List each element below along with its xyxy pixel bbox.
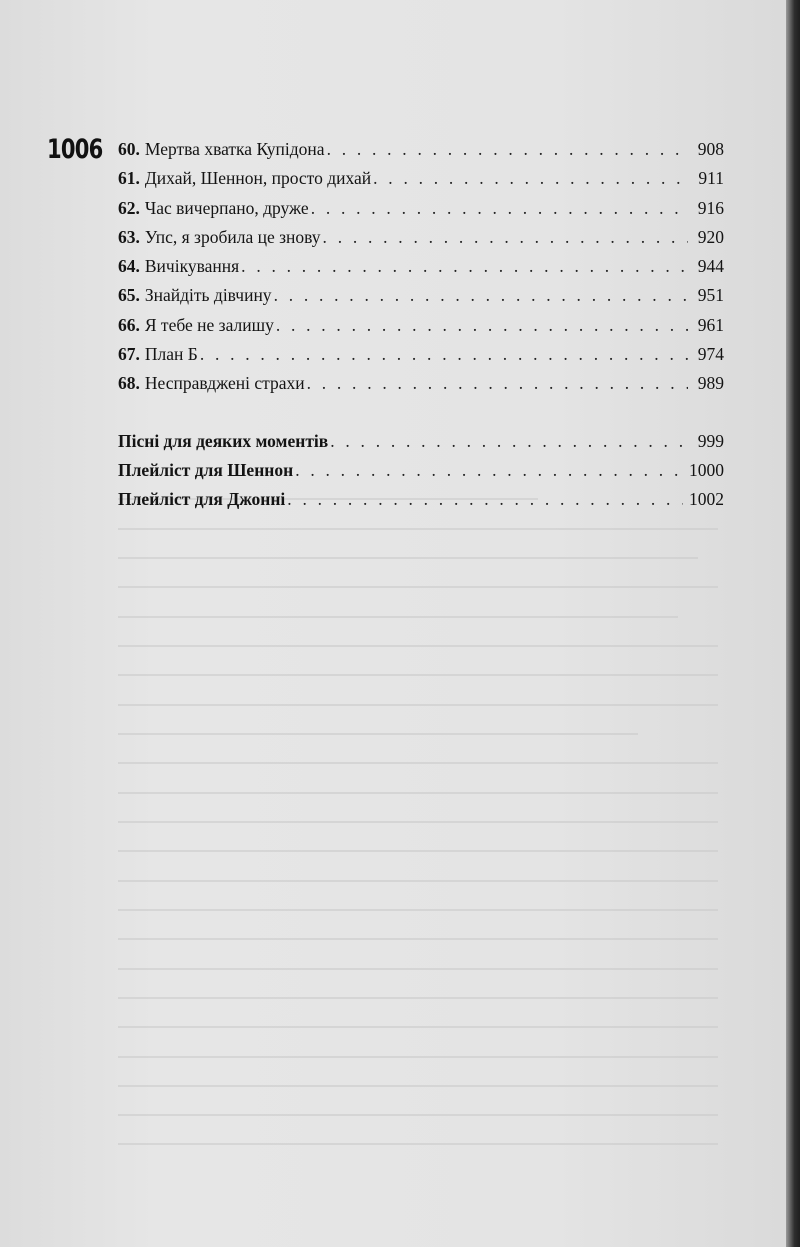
chapter-title: Я тебе не залишу [144,314,274,335]
toc-entry-60 [118,135,724,164]
toc-entry-67 [118,340,724,369]
chapter-number: 64. [118,256,140,277]
chapter-title: Дихай, Шеннон, просто дихай [144,168,372,189]
page-ref: 944 [697,256,724,277]
bleed-through-line [118,1114,718,1116]
bleed-through-line [118,557,698,559]
dot-leader [274,281,688,310]
toc-entry-68 [118,369,724,398]
page-ref: 1000 [689,459,724,480]
chapter-title: Час вичерпано, друже [144,197,309,218]
bleed-through-line [118,909,718,911]
bleed-through-line [118,616,678,618]
dot-leader [373,164,688,193]
dot-leader [330,427,688,456]
bleed-through-line [118,645,718,647]
bleed-through-line [118,850,718,852]
page-ref: 989 [697,373,724,394]
chapter-number: 63. [118,226,140,247]
dot-leader [307,369,688,398]
section-title: Пісні для деяких моментів [118,430,329,451]
bleed-through-line [118,1026,718,1028]
dot-leader [327,135,688,164]
bleed-through-line [118,1085,718,1087]
bleed-through-line [118,762,718,764]
bleed-through-line [118,880,718,882]
chapter-title: План Б [144,344,198,365]
chapter-number: 67. [118,344,140,365]
page-edge-shadow [786,0,800,1247]
bleed-through-line [118,997,718,999]
chapter-title: Вичікування [144,256,240,277]
chapter-title: Знайдіть дівчину [144,285,272,306]
bleed-through-line [118,674,718,676]
page-ref: 961 [697,314,724,335]
dot-leader [276,311,688,340]
bleed-through-line [118,1056,718,1058]
bleed-through-line [118,1143,718,1145]
page-ref: 999 [697,430,724,451]
page-ref: 1002 [689,489,724,510]
bleed-through-line [118,792,718,794]
bleed-through-line [118,704,718,706]
toc-entry-62 [118,194,724,223]
page-ref: 908 [697,139,724,159]
toc-entry-61 [118,164,724,193]
dot-leader [311,194,688,223]
toc-entry-63 [118,223,724,252]
chapter-title: Мертва хватка Купідона [144,139,325,159]
toc-entry-66 [118,311,724,340]
bleed-through-line [118,733,638,735]
toc-entry-songs [118,427,724,456]
toc-entry-playlist-shannon [118,456,724,485]
toc-entry-64 [118,252,724,281]
dot-leader [200,340,688,369]
page-ref: 951 [697,285,724,306]
chapter-title: Несправджені страхи [144,373,305,394]
section-title: Плейліст для Джонні [118,489,286,510]
bleed-through-line [118,938,718,940]
table-of-contents [118,135,724,515]
chapter-number: 62. [118,197,140,218]
dot-leader [241,252,688,281]
chapter-title: Упс, я зробила це знову [144,226,321,247]
bleed-through-line [118,586,718,588]
dot-leader [323,223,688,252]
chapter-number: 60. [118,139,140,159]
chapter-number: 61. [118,168,140,189]
section-gap [118,399,724,427]
toc-entry-65 [118,281,724,310]
chapter-number: 65. [118,285,140,306]
page-ref: 911 [698,168,724,189]
toc-entry-playlist-johnny [118,485,724,514]
dot-leader [295,456,683,485]
bleed-through-line [118,821,718,823]
page-number: 1006 [47,134,103,165]
page-ref: 974 [697,344,724,365]
page-ref: 920 [697,226,724,247]
chapter-number: 66. [118,314,140,335]
dot-leader [287,485,683,514]
section-title: Плейліст для Шеннон [118,459,294,480]
chapter-number: 68. [118,373,140,394]
page-ref: 916 [697,197,724,218]
bleed-through-line [118,528,718,530]
bleed-through-line [118,968,718,970]
